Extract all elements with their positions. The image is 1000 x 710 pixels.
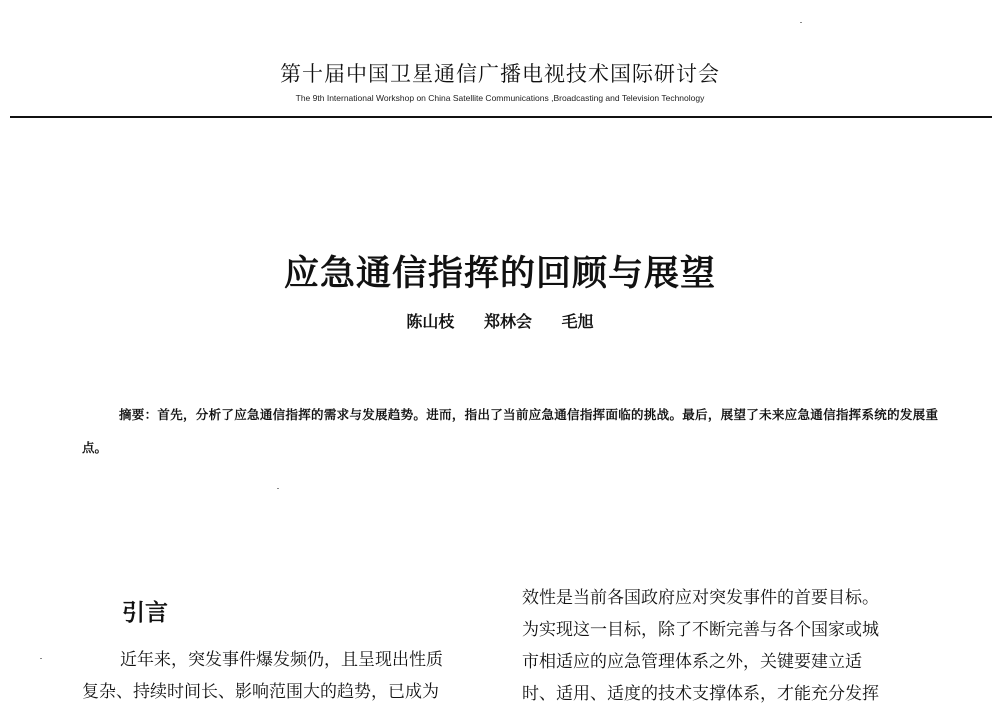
author-name: 陈山枝 — [406, 312, 455, 331]
left-column-text — [82, 644, 496, 708]
header-divider — [10, 116, 992, 118]
paper-title: 应急通信指挥的回顾与展望 — [283, 254, 716, 294]
scan-speck — [800, 22, 802, 23]
right-column-text — [522, 582, 936, 710]
text-line: 复杂、持续时间长、影响范围大的趋势，已成为 — [82, 682, 439, 702]
scan-speck — [40, 658, 42, 659]
text-line: 为实现这一目标，除了不断完善与各个国家或城 — [522, 620, 879, 640]
author-name: 郑林会 — [483, 312, 532, 331]
text-line: 近年来，突发事件爆发频仍，且呈现出性质 — [120, 650, 443, 670]
author-name: 毛旭 — [561, 312, 594, 331]
author-list — [0, 309, 1000, 332]
scan-speck — [277, 488, 279, 489]
abstract: 摘要：首先，分析了应急通信指挥的需求与发展趋势。进而，指出了当前应急通信指挥面临的挑战。最后，展望了未来应急通信指挥系统的发展重点。 — [82, 407, 938, 455]
conference-subtitle: The 9th International Workshop on China Satellite Communications ,Broadcasting and Television Technology — [295, 93, 705, 103]
section-heading: 引言 — [122, 600, 168, 626]
text-line: 效性是当前各国政府应对突发事件的首要目标。 — [522, 588, 879, 608]
text-line: 时、适用、适度的技术支撑体系，才能充分发挥 — [522, 684, 879, 704]
text-line: 市相适应的应急管理体系之外，关键要建立适 — [522, 652, 862, 672]
conference-title: 第十届中国卫星通信广播电视技术国际研讨会 — [280, 62, 720, 86]
